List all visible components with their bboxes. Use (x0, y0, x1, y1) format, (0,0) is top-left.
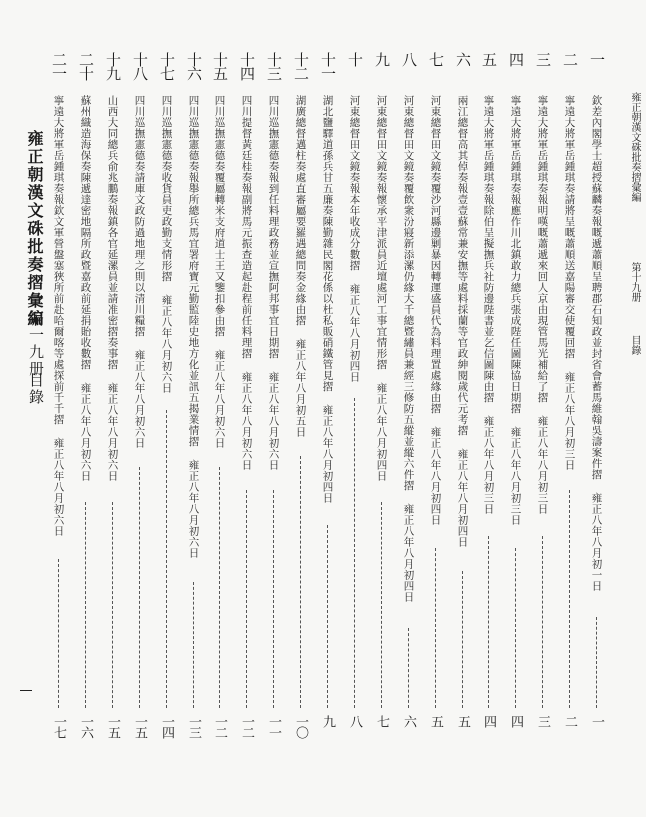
entry-leader (246, 490, 247, 708)
entry-title: 四川巡撫憲德奏請庫文政防過地理之則以清川糧摺 雍正八年八月初六日 (133, 95, 146, 449)
entry-page-number: 一〇 (293, 715, 308, 737)
entry-title: 寧遠大將軍岳鍾琪奏報欽文軍營盤塞狹所前赴哈爾喀等處探前千千摺 雍正八年八月初六日 (52, 95, 65, 537)
entry-title: 河東總督田文鏡奏覆飲衆汾寢新添漯仍緣大千總暨繡員兼經三修防五縱並縱六件摺 雍正八年八月初四日 (402, 95, 415, 603)
entry-title: 四川巡撫憲德奏收貨員吏政勤支情形摺 雍正八年八月初六日 (160, 95, 173, 394)
entry-title: 四川巡撫憲德奏報到任料理政務並宣撫阿邦事宜日期摺 雍正八年八月初六日 (267, 95, 280, 471)
entry-title: 四川巡撫憲德奏報舉所總兵馬宜署府寶元勤監陸史地方化並訊五揭業情摺 雍正八年八月初六日 (187, 95, 200, 559)
entry-page-number: 一四 (159, 715, 174, 737)
entry-leader (193, 582, 194, 708)
entry-leader (596, 617, 597, 709)
entry-page-number: 一二 (239, 715, 254, 737)
entry-title: 兩江總督高其倬奏報壹壹蘇常兼安撫等處料採蘭等官政紳閱歲代元考摺 雍正八年八月初四日 (456, 95, 469, 548)
entry-leader (300, 456, 301, 709)
entry-index: 八 (400, 52, 418, 66)
entry-leader (408, 628, 409, 708)
entry-index: 十六 (185, 52, 203, 80)
entry-title: 湖廣總督邁柱奏處直審屬要羅遇總問奏金緣由摺 雍正八年八月初五日 (294, 95, 307, 438)
entry-page-number: 七 (374, 715, 389, 726)
entry-title: 湖北鹽驛道孫兵甘五廉奏陳勤雜民閣花係以杜私販硝鐵管見摺 雍正八年八月初四日 (321, 95, 334, 504)
entry-leader (435, 548, 436, 709)
entry-page-number: 一七 (51, 715, 66, 737)
entry-title: 河東總督田文鏡奏報懷承平津派員近壇處河工事宜情形摺 雍正八年八月初四日 (375, 95, 388, 482)
entry-index: 十九 (104, 52, 122, 80)
entry-title: 寧遠大將軍岳鍾琪奏報明嘆嘅蕭遞來回人京由現管馬光補給了摺 雍正八年八月初三日 (536, 95, 549, 515)
entry-title: 寧遠大將軍岳鍾琪奏報除伯呈擬撫兵社防邊陛書並乞信圖陳由摺 雍正八年八月初三日 (482, 95, 495, 515)
entry-page-number: 六 (401, 715, 416, 726)
entry-page-number: 三 (535, 715, 550, 726)
folio-mark (20, 690, 32, 691)
entry-index: 三 (534, 52, 552, 66)
entry-leader (273, 490, 274, 708)
entry-index: 二一 (50, 52, 68, 80)
entry-page-number: 五 (428, 715, 443, 726)
entry-page-number: 八 (347, 715, 362, 726)
entry-leader (139, 467, 140, 708)
entry-index: 十 (346, 52, 364, 66)
side-book-title: 雍正朝漢文硃批奏摺彙編 (629, 92, 640, 202)
entry-leader (462, 571, 463, 709)
entry-index: 十七 (158, 52, 176, 80)
side-toc: 目錄 (629, 335, 640, 355)
entry-index: 十四 (238, 52, 256, 80)
entry-page-number: 九 (320, 715, 335, 726)
entry-index: 十五 (211, 52, 229, 80)
entry-index: 十二 (292, 52, 310, 80)
entry-title: 山西大同總兵俞兆鵬奏報鎮各官延漯員並請准密摺奏事摺 雍正八年八月初六日 (106, 95, 119, 482)
entry-leader (569, 490, 570, 708)
entry-title: 蘇州織造海保奏陳遞達密地隔所政暨嘉政前延捐貽收數摺 雍正八年八月初六日 (79, 95, 92, 482)
entry-page-number: 一五 (132, 715, 147, 737)
entry-page-number: 四 (481, 715, 496, 726)
entry-title: 寧遠大將軍岳鍾琪奏請將呈嘅蕭順送嘉陽審交使覆回摺 雍正八年八月初三日 (563, 95, 576, 471)
entry-page-number: 四 (508, 715, 523, 726)
entry-index: 四 (507, 52, 525, 66)
entry-leader (327, 525, 328, 709)
entry-index: 五 (480, 52, 498, 66)
side-volume: 第十九册 (629, 262, 640, 302)
entry-page-number: 一一 (266, 715, 281, 737)
entry-title: 寧遠大將軍岳鍾琪奏報應作川北鎮敢力總兵張成陛任圖陳協日期摺 雍正八年八月初三日 (509, 95, 522, 526)
entry-leader (58, 559, 59, 708)
entry-page-number: 一 (589, 715, 604, 726)
entry-leader (112, 502, 113, 709)
entry-page-number: 一三 (186, 715, 201, 737)
entry-page-number: 五 (455, 715, 470, 726)
volume-label: 第一九册 (27, 310, 45, 378)
entry-page-number: 一五 (105, 715, 120, 737)
entry-index: 九 (373, 52, 391, 66)
toc-label: 目錄 (27, 372, 45, 406)
entry-leader (515, 548, 516, 709)
entry-index: 一 (588, 52, 606, 66)
entry-index: 二十 (77, 52, 95, 80)
entry-index: 七 (427, 52, 445, 66)
entry-page-number: 一二 (212, 715, 227, 737)
entry-title: 欽差內閣學士超授蘇麟奏報嘅遞蕭順呈聘郡石知政並封省會蓄馬維翰吳濤案件摺 雍正八年八月初一日 (590, 95, 603, 592)
entry-title: 河東總督田文鏡奏報本年收成分數摺 雍正八年八月初四日 (348, 95, 361, 383)
entry-index: 十八 (131, 52, 149, 80)
entry-title: 四川巡撫憲德奏覆屬轉米支府道士王又鑒扣參由摺 雍正八年八月初六日 (213, 95, 226, 449)
entry-leader (85, 502, 86, 709)
book-title: 雍正朝漢文硃批奏摺彙編 (25, 130, 44, 328)
entry-index: 二 (561, 52, 579, 66)
entry-page-number: 二 (562, 715, 577, 726)
entry-leader (354, 398, 355, 708)
entry-index: 十一 (319, 52, 337, 80)
entry-leader (219, 467, 220, 708)
entry-leader (542, 536, 543, 708)
entry-index: 十三 (265, 52, 283, 80)
entry-leader (166, 410, 167, 709)
entry-title: 河東總督田文鏡奏覆沙河縣邊剿暴因轉運盛員代為料理置處緣由摺 雍正八年八月初四日 (429, 95, 442, 526)
entry-leader (381, 502, 382, 709)
entry-index: 六 (454, 52, 472, 66)
entry-page-number: 一六 (78, 715, 93, 737)
entry-title: 四川提督黃廷桂奏報副將馬元振查造起赴程前任料理摺 雍正八年八月初六日 (240, 95, 253, 471)
entry-leader (488, 536, 489, 708)
